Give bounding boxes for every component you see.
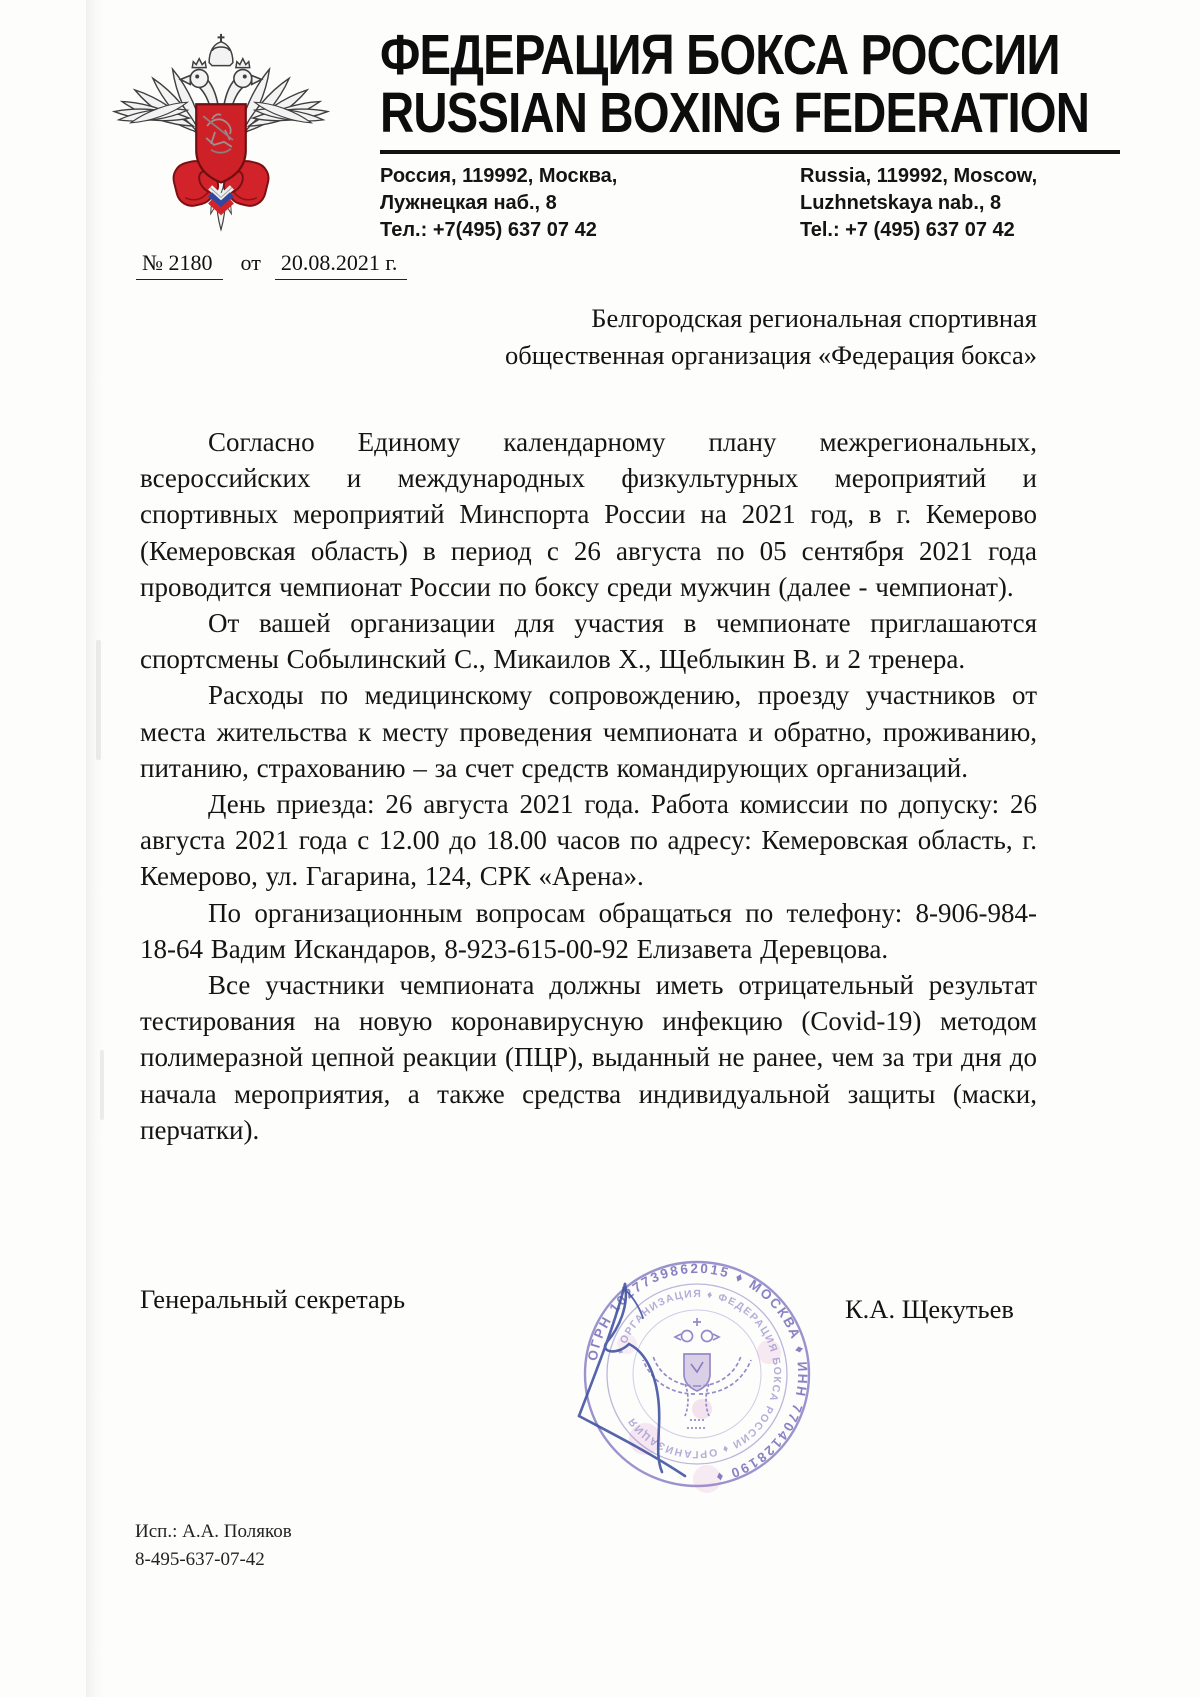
recipient-block xyxy=(457,300,1037,374)
address-block xyxy=(380,163,1125,244)
executor-name: Исп.: А.А. Поляков xyxy=(135,1521,292,1542)
doc-number: № 2180 xyxy=(136,250,223,280)
boxing-federation-emblem-icon xyxy=(112,20,330,240)
signer-position: Генеральный секретарь xyxy=(140,1284,406,1314)
stamp-inner-text: ♦ ОРГАНИЗАЦИЯ ♦ ФЕДЕРАЦИЯ БОКСА РОССИИ ♦ ОРГАНИЗАЦИЯ xyxy=(613,1287,784,1461)
address-line: Tel.: +7 (495) 637 07 42 xyxy=(800,219,1015,241)
doc-date: 20.08.2021 г. xyxy=(275,250,408,280)
scan-artifact xyxy=(96,640,101,760)
from-label: от xyxy=(240,250,261,275)
signer-name: К.А. Щекутьев xyxy=(845,1294,1014,1324)
address-line: Russia, 119992, Moscow, xyxy=(800,165,1038,187)
stamp-rim-text: ОГРН 1027739862015 ♦ МОСКВА ♦ ИНН 7704128190 ♦ xyxy=(584,1260,811,1486)
scan-artifact xyxy=(100,1050,104,1120)
org-title-russian: ФЕДЕРАЦИЯ БОКСА РОССИИ xyxy=(380,23,1060,87)
address-line: Luzhnetskaya nab., 8 xyxy=(800,192,1002,214)
paragraph: Расходы по медицинскому сопровождению, проезду участников от места жительства к месту проведения чемпионата и обратно, проживанию, питанию, страхованию – за счет средств командирующих организаций. xyxy=(140,680,1037,783)
official-stamp xyxy=(557,1234,837,1514)
address-line: Лужнецкая наб., 8 xyxy=(380,192,557,214)
address-line: Тел.: +7(495) 637 07 42 xyxy=(380,219,597,241)
address-english xyxy=(800,163,1125,244)
paragraph: День приезда: 26 августа 2021 года. Работа комиссии по допуску: 26 августа 2021 года с 12.00 до 18.00 часов по адресу: Кемеровская область, г. Кемерово, ул. Гагарина, 124, СРК «Арена». xyxy=(140,789,1037,892)
address-russian xyxy=(380,163,800,244)
address-line: Россия, 119992, Москва, xyxy=(380,165,618,187)
scan-artifact xyxy=(86,0,104,1697)
recipient-line: общественная организация «Федерация бокса» xyxy=(505,340,1037,370)
paragraph: От вашей организации для участия в чемпионате приглашаются спортсмены Собылинский С., Микаилов Х., Щеблыкин В. и 2 тренера. xyxy=(140,608,1037,675)
paragraph: По организационным вопросам обращаться по телефону: 8-906-984-18-64 Вадим Искандаров, 8-923-615-00-92 Елизавета Деревцова. xyxy=(140,897,1037,964)
org-title-english: RUSSIAN BOXING FEDERATION xyxy=(380,81,1090,145)
executor-block xyxy=(135,1518,292,1574)
masthead-divider xyxy=(380,150,1120,154)
letter-body xyxy=(140,424,1037,1148)
recipient-line: Белгородская региональная спортивная xyxy=(591,303,1037,333)
doc-number-line xyxy=(136,250,407,276)
shield-st-george xyxy=(196,104,246,182)
paragraph: Все участники чемпионата должны иметь отрицательный результат тестирования на новую коронавирусную инфекцию (Covid-19) методом полимеразной цепной реакции (ПЦР), выданный не ранее, чем за три дня до начала мероприятия, а также средства индивидуальной защиты (маски, перчатки). xyxy=(140,970,1037,1145)
executor-phone: 8-495-637-07-42 xyxy=(135,1549,265,1570)
crowns xyxy=(192,34,249,68)
paragraph: Согласно Единому календарному плану межрегиональных, всероссийских и международных физкультурных мероприятий и спортивных мероприятий Минспорта России на 2021 год, в г. Кемерово (Кемеровская область) в период с 26 августа по 05 сентября 2021 года проводится чемпионат России по боксу среди мужчин (далее - чемпионат). xyxy=(140,427,1037,602)
masthead xyxy=(380,23,1130,145)
